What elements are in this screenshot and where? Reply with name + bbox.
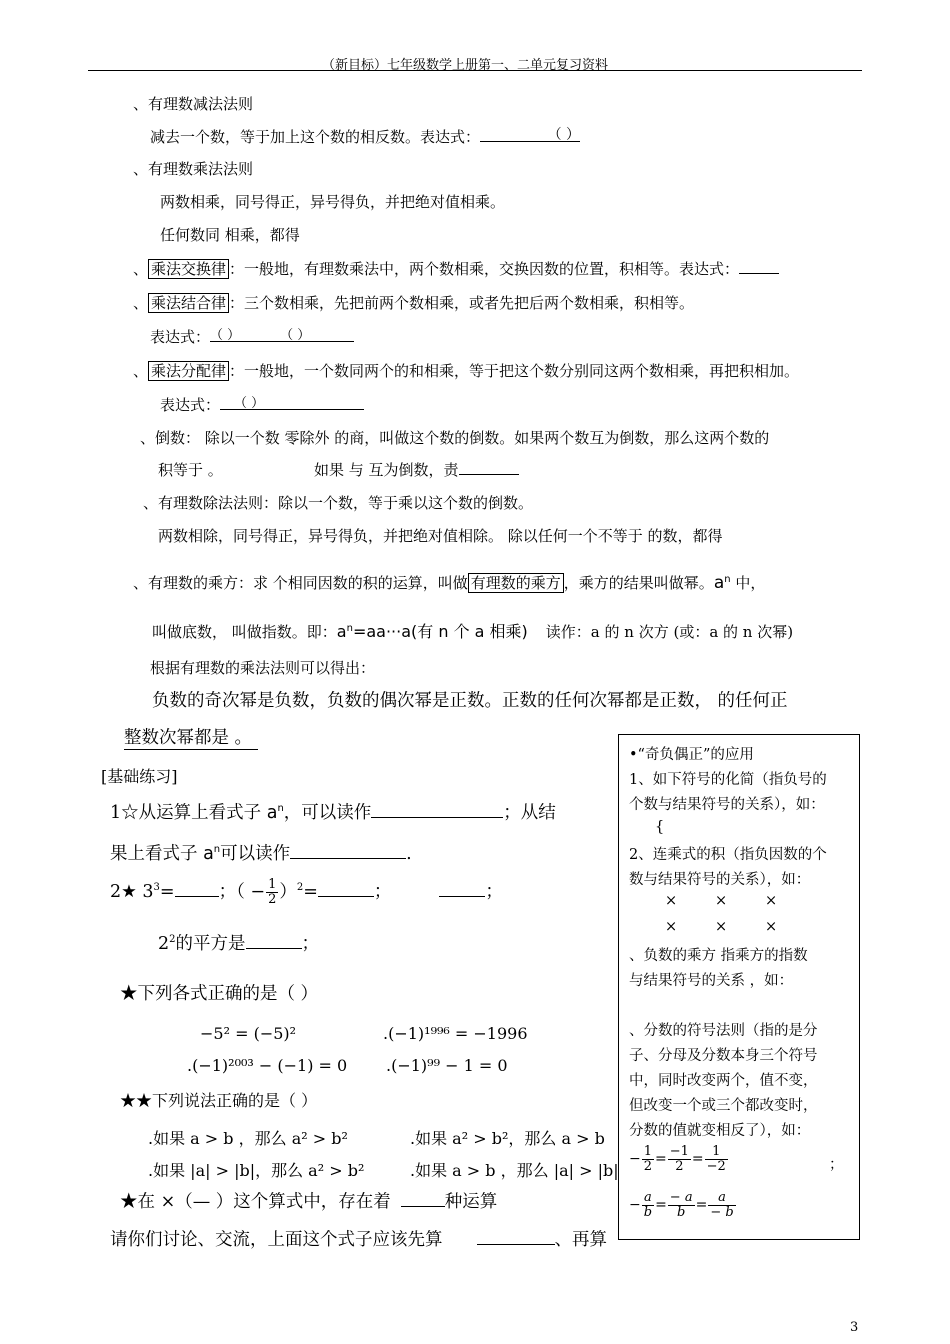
multiplication-rule-line2: 任何数同 相乘，都得 bbox=[160, 226, 300, 244]
exercise-q5: ★★下列说法正确的是（ ） bbox=[120, 1091, 318, 1110]
power-line3: 根据有理数的乘法法则可以得出： bbox=[150, 659, 376, 677]
reciprocal-blank bbox=[459, 460, 519, 475]
exercise-q1-line1: 1☆从运算上看式子 $a^n$，可以读作 ；从结 bbox=[110, 803, 556, 823]
q7-blank bbox=[477, 1230, 555, 1245]
header-rule bbox=[88, 70, 862, 71]
q4-option-d: .(−1)⁹⁹ − 1 = 0 bbox=[386, 1056, 508, 1075]
power-line1: 、有理数的乘方：求 个相同因数的积的运算，叫做 有理数的乘方 ，乘方的结果叫做幂。$a^n$ 中， bbox=[133, 573, 766, 593]
q1-blank-read bbox=[371, 803, 503, 818]
q3-blank bbox=[246, 934, 302, 949]
distributive-expression: 表达式： （ ） bbox=[160, 394, 364, 415]
q5-option-c: .如果 |a| > |b|，那么 a² > b² bbox=[148, 1161, 365, 1180]
sidebar-fraction-example-2: − $\frac{a}{b}$ = $\frac{- a}{b}$ = $\frac{a}{- b}$ bbox=[629, 1190, 734, 1220]
sidebar-brace: { bbox=[655, 819, 665, 835]
q5-option-b: .如果 a² > b²，那么 a > b bbox=[410, 1129, 605, 1148]
power-line4: 负数的奇次幂是负数，负数的偶次幂是正数。正数的任何次幂都是正数， 的任何正 bbox=[152, 691, 788, 711]
commutative-blank bbox=[739, 259, 779, 274]
reciprocal-line1: 、倒数： 除以一个数 零除外 的商，叫做这个数的倒数。如果两个数互为倒数，那么这两个数的 bbox=[140, 429, 770, 447]
sidebar-line-12: 但改变一个或三个都改变时， bbox=[629, 1098, 818, 1114]
associative-blank: （ ） （ ） bbox=[210, 327, 354, 342]
division-rule-line1: 、有理数除法法则：除以一个数，等于乘以这个数的倒数。 bbox=[143, 494, 534, 512]
exercise-q3: $2^2$的平方是 ； bbox=[158, 934, 320, 954]
sidebar-line-3: 个数与结果符号的关系），如： bbox=[629, 797, 825, 813]
q6-blank bbox=[401, 1192, 445, 1207]
times-sign: × bbox=[765, 893, 778, 909]
associative-expression: 表达式：（ ） （ ） bbox=[150, 326, 354, 347]
associative-law-label: 乘法结合律 bbox=[148, 293, 229, 313]
times-sign: × bbox=[665, 919, 678, 935]
subtraction-expression-blank: （ ） bbox=[480, 127, 580, 142]
distributive-law: 、 乘法分配律 ：一般地，一个数同两个的和相乘，等于把这个数分别同这两个数相乘，再把积相加。 bbox=[133, 362, 800, 380]
exercise-q4: ★下列各式正确的是（ ） bbox=[120, 984, 319, 1004]
sidebar-line-5: 2、连乘式的积（指负因数的个 bbox=[629, 847, 827, 863]
power-line2: 叫做底数， 叫做指数。即：$a^n=aa\cdot\cdot\cdot a$(有 n 个 a 相乘) 读作：a 的 n 次方 (或：a 的 n 次幂) bbox=[152, 622, 794, 641]
commutative-law-label: 乘法交换律 bbox=[148, 259, 229, 279]
times-sign: × bbox=[665, 893, 678, 909]
times-sign: × bbox=[715, 893, 728, 909]
q1-blank-result bbox=[290, 844, 406, 859]
exercise-q7: 请你们讨论、交流，上面这个式子应该先算 、再算 bbox=[110, 1230, 607, 1250]
q2-blank-2 bbox=[318, 882, 374, 897]
multiplication-rule-title: 、有理数乘法法则 bbox=[133, 160, 254, 178]
q2-fraction: $\frac{1}{2}$ bbox=[268, 877, 277, 907]
sidebar-line-9: 、分数的符号法则（指的是分 bbox=[629, 1023, 818, 1039]
distributive-blank: （ ） bbox=[220, 395, 364, 410]
sidebar-line-6: 数与结果符号的关系），如： bbox=[629, 872, 811, 888]
multiplication-rule-line1: 两数相乘，同号得正，异号得负，并把绝对值相乘。 bbox=[160, 193, 506, 211]
sidebar-line-10: 子、分母及分数本身三个符号 bbox=[629, 1048, 818, 1064]
power-line5: 整数次幂都是 。 bbox=[124, 724, 258, 750]
sidebar-fraction-example-1: − $\frac{1}{2}$ = $\frac{-1}{2}$ = $\frac{1}{-2}$ bbox=[629, 1144, 726, 1174]
times-sign: × bbox=[715, 919, 728, 935]
exercise-q2: 2★ $3^3=$ ；（ − $\frac{1}{2}$ ）$^2$= ； ； bbox=[110, 877, 503, 907]
sidebar-line-1: •“奇负偶正”的应用 bbox=[629, 747, 754, 763]
reciprocal-line2b: 如果 与 互为倒数，责 bbox=[314, 459, 519, 480]
sidebar-line-8: 与结果符号的关系 ，如： bbox=[629, 973, 794, 989]
associative-law: 、 乘法结合律 ：三个数相乘，先把前两个数相乘，或者先把后两个数相乘，积相等。 bbox=[133, 294, 695, 312]
q4-option-a: −5² = (−5)² bbox=[200, 1024, 297, 1043]
page-number: 3 bbox=[850, 1320, 859, 1335]
exercise-heading: [基础练习] bbox=[101, 767, 178, 786]
q2-blank-1 bbox=[175, 882, 219, 897]
sidebar-line-11: 中，同时改变两个，值不变， bbox=[629, 1073, 818, 1089]
page-header-title: （新目标）七年级数学上册第一、二单元复习资料 bbox=[322, 58, 609, 73]
power-boxed-term: 有理数的乘方 bbox=[468, 573, 564, 593]
sidebar-line-13: 分数的值就变相反了），如： bbox=[629, 1123, 811, 1139]
exercise-q1-line2: 果上看式子 $a^n$可以读作 . bbox=[110, 844, 412, 864]
subtraction-rule-title: 、有理数减法法则 bbox=[133, 95, 254, 113]
exercise-q6: ★在 ×（— ）这个算式中，存在着 种运算 bbox=[120, 1192, 498, 1212]
times-sign: × bbox=[765, 919, 778, 935]
sidebar-semicolon: ； bbox=[829, 1157, 844, 1173]
q4-option-b: .(−1)¹⁹⁹⁶ = −1996 bbox=[383, 1024, 528, 1043]
distributive-law-label: 乘法分配律 bbox=[148, 361, 229, 381]
sidebar-line-2: 1、如下符号的化简（指负号的 bbox=[629, 772, 827, 788]
q5-option-a: .如果 a > b ，那么 a² > b² bbox=[148, 1129, 348, 1148]
sign-rules-sidebar bbox=[618, 734, 860, 1240]
sidebar-line-7: 、负数的乘方 指乘方的指数 bbox=[629, 948, 808, 964]
reciprocal-line2a: 积等于 。 bbox=[158, 461, 223, 479]
subtraction-rule-body: 减去一个数，等于加上这个数的相反数。表达式： （ ） bbox=[150, 127, 581, 146]
division-rule-line2: 两数相除，同号得正，异号得负，并把绝对值相除。 除以任何一个不等于 的数，都得 bbox=[158, 527, 723, 545]
q4-option-c: .(−1)²⁰⁰³ − (−1) = 0 bbox=[187, 1056, 348, 1075]
commutative-law: 、 乘法交换律 ：一般地，有理数乘法中，两个数相乘，交换因数的位置，积相等。表达式： bbox=[133, 258, 779, 279]
q5-option-d: .如果 a > b ，那么 |a| > |b| bbox=[410, 1161, 619, 1180]
q2-blank-3 bbox=[439, 882, 485, 897]
